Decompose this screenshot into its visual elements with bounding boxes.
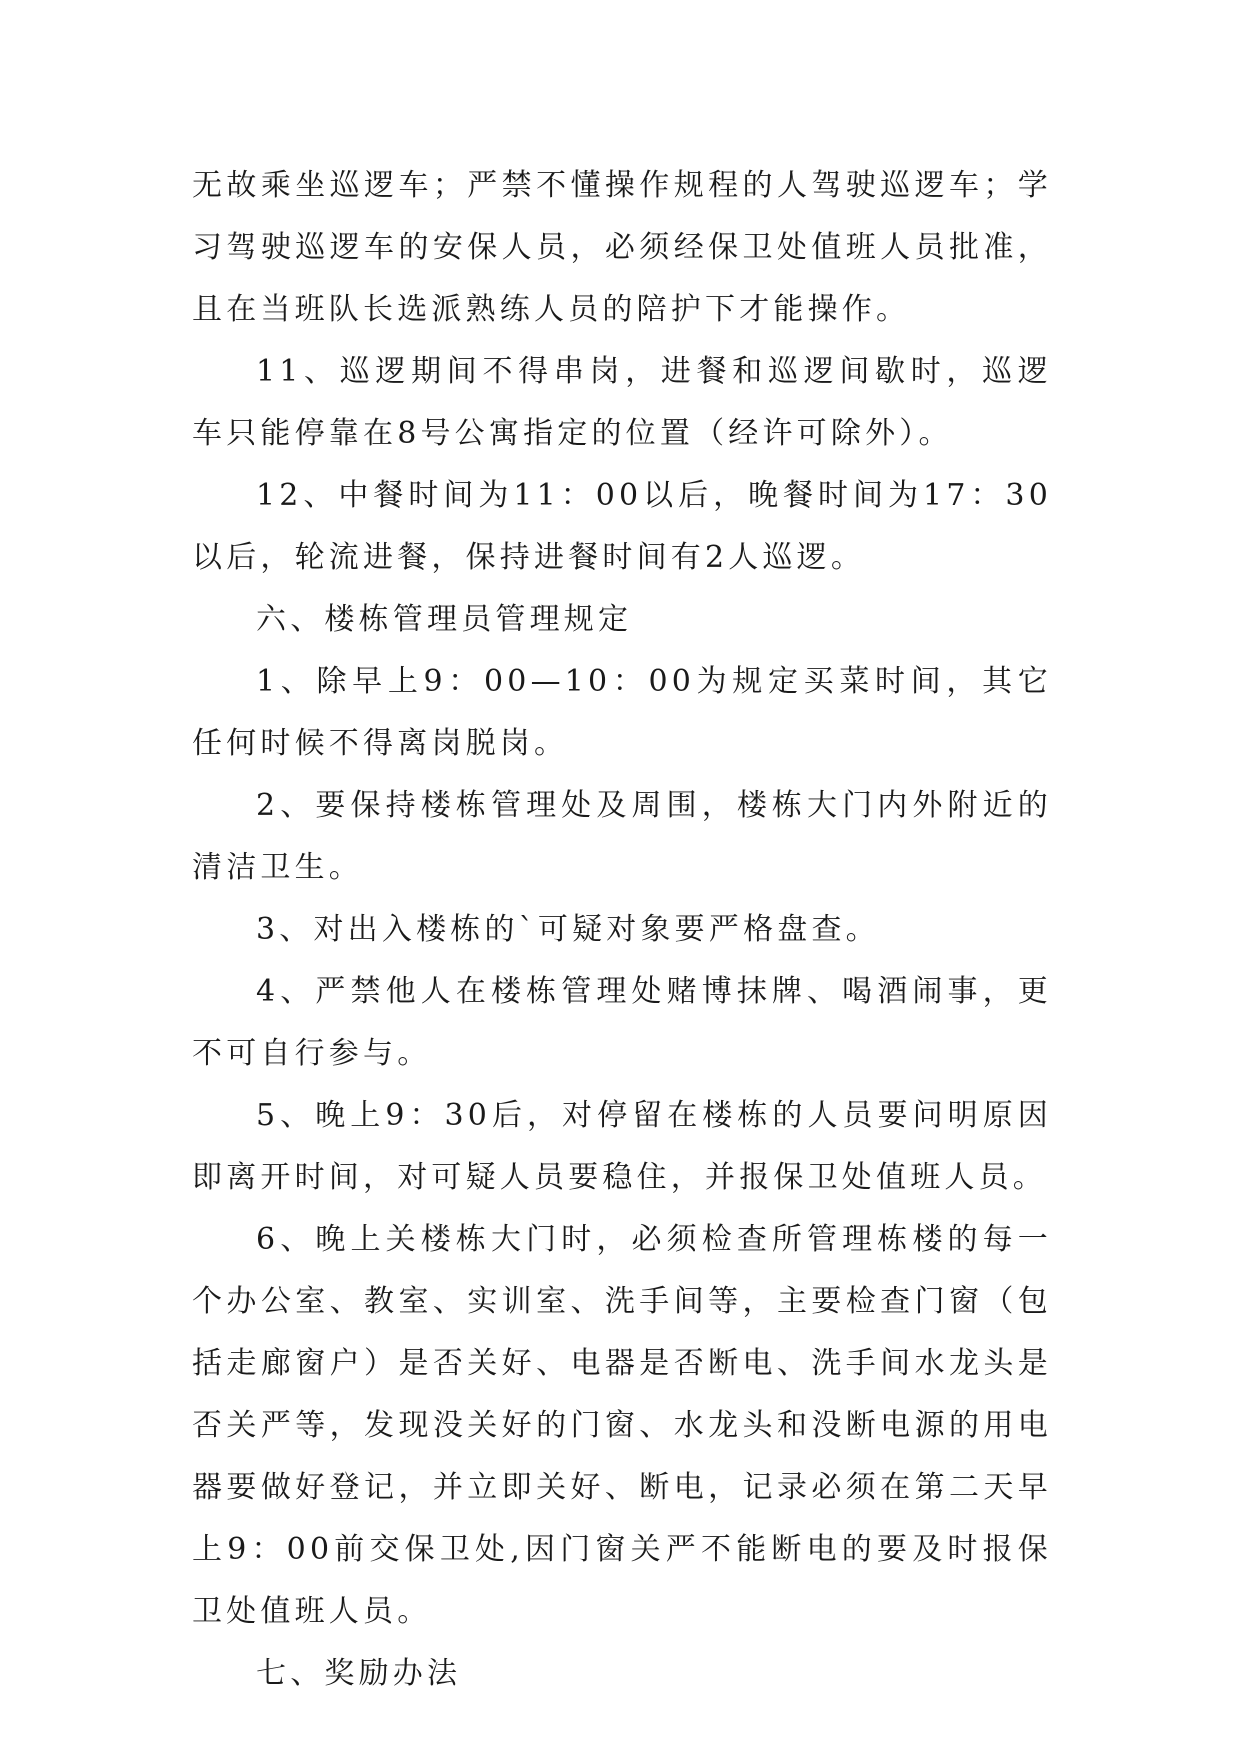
paragraph-manager-rule-6: 6、晚上关楼栋大门时，必须检查所管理栋楼的每一个办公室、教室、实训室、洗手间等，主要检查门窗（包括走廊窗户）是否关好、电器是否断电、洗手间水龙头是否关严等，发现没关好的门窗、水龙头和没断电源的用电器要做好登记，并立即关好、断电，记录必须在第二天早上9：00前交保卫处,因门窗关严不能断电的要及时报保卫处值班人员。 — [192, 1222, 1052, 1629]
document-body — [192, 155, 1052, 1705]
paragraph-manager-rule-3: 3、对出入楼栋的`可疑对象要严格盘查。 — [256, 912, 880, 947]
paragraph-rule-11: 11、巡逻期间不得串岗，进餐和巡逻间歇时，巡逻车只能停靠在8号公寓指定的位置（经许可除外）。 — [192, 354, 1052, 451]
paragraph-manager-rule-1: 1、除早上9：00—10：00为规定买菜时间，其它任何时候不得离岗脱岗。 — [192, 664, 1052, 761]
paragraph-manager-rule-5: 5、晚上9：30后，对停留在楼栋的人员要问明原因即离开时间，对可疑人员要稳住，并报保卫处值班人员。 — [192, 1098, 1052, 1195]
section-heading-reward-methods: 七、奖励办法 — [256, 1656, 462, 1691]
paragraph-rule-12: 12、中餐时间为11：00以后，晚餐时间为17：30以后，轮流进餐，保持进餐时间有2人巡逻。 — [192, 478, 1052, 575]
section-heading-building-manager-rules: 六、楼栋管理员管理规定 — [256, 602, 633, 637]
paragraph-patrol-car-rules-continued: 无故乘坐巡逻车；严禁不懂操作规程的人驾驶巡逻车；学习驾驶巡逻车的安保人员，必须经保卫处值班人员批准，且在当班队长选派熟练人员的陪护下才能操作。 — [192, 168, 1052, 327]
paragraph-manager-rule-4: 4、严禁他人在楼栋管理处赌博抹牌、喝酒闹事，更不可自行参与。 — [192, 974, 1052, 1071]
paragraph-manager-rule-2: 2、要保持楼栋管理处及周围，楼栋大门内外附近的清洁卫生。 — [192, 788, 1052, 885]
